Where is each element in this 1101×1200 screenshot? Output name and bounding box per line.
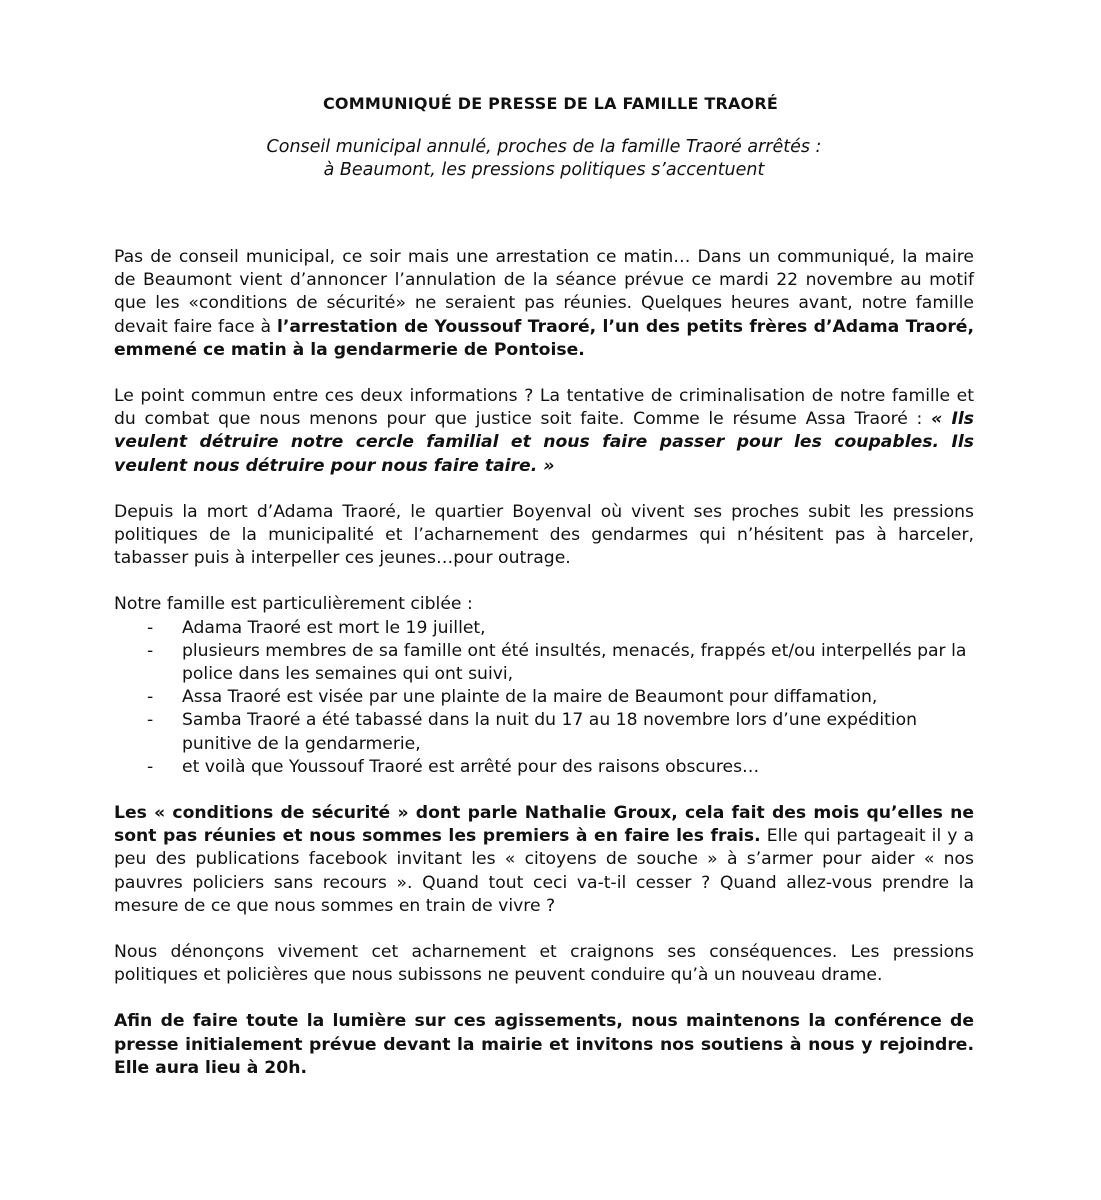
paragraph-arrest-bold: l’arrestation de Youssouf Traoré, l’un des petits frères d’Adama Traoré, emmené ce matin à la gendarmerie de Pontoise. bbox=[114, 316, 974, 360]
subtitle-line-2: à Beaumont, les pressions politiques s’accentuent bbox=[323, 160, 765, 180]
dash-bullet: - bbox=[147, 710, 154, 731]
dash-bullet: - bbox=[147, 640, 154, 661]
document-subtitle bbox=[0, 136, 1088, 182]
dash-bullet: - bbox=[147, 617, 154, 638]
list-item-text: Samba Traoré a été tabassé dans la nuit du 17 au 18 novembre lors d’une expédition punitive de la gendarmerie, bbox=[182, 710, 918, 754]
document-body bbox=[114, 246, 974, 1103]
paragraph-arrest-text: Pas de conseil municipal, ce soir mais une arrestation ce matin… Dans un communiqué, la maire de Beaumont vient d’annoncer l’annulation de la séance prévue ce mardi 22 novembre au motif que les «conditions de sécurité» ne seraient pas réunies. Quelques heures avant, notre famille devait faire face à bbox=[114, 247, 974, 337]
paragraph-arrest bbox=[114, 246, 974, 362]
paragraph-security-conditions-bold: Les « conditions de sécurité » dont parle Nathalie Groux, cela fait des mois qu’elles ne sont pas réunies et nous sommes les premiers à en faire les frais. bbox=[114, 803, 974, 847]
paragraph-criminalisation bbox=[114, 385, 974, 478]
list-item bbox=[114, 640, 974, 686]
list-item bbox=[114, 756, 974, 779]
paragraph-security-conditions bbox=[114, 802, 974, 918]
paragraph-criminalisation-text: Le point commun entre ces deux informations ? La tentative de criminalisation de notre famille et du combat que nous menons pour que justice soit faite. Comme le résume Assa Traoré : bbox=[114, 386, 974, 430]
paragraph-security-conditions-text: Elle qui partageait il y a peu des publications facebook invitant les « citoyens de souche » à s’armer pour aider « nos pauvres policiers sans recours ». Quand tout ceci va-t-il cesser ? Quand allez-vous prendre la mesure de ce que nous sommes en train de vivre ? bbox=[114, 826, 974, 916]
paragraph-denunciation: Nous dénonçons vivement cet acharnement et craignons ses conséquences. Les pressions politiques et policières que nous subissons ne peuvent conduire qu’à un nouveau drame. bbox=[114, 942, 974, 986]
list-item-text: Assa Traoré est visée par une plainte de la maire de Beaumont pour diffamation, bbox=[182, 687, 878, 708]
list-item-text: plusieurs membres de sa famille ont été insultés, menacés, frappés et/ou interpellés par la police dans les semaines qui ont suivi, bbox=[182, 640, 967, 685]
list-item bbox=[114, 617, 974, 640]
dash-bullet: - bbox=[147, 687, 154, 708]
list-item bbox=[114, 709, 974, 755]
list-item bbox=[114, 686, 974, 709]
targeted-family-list bbox=[114, 617, 974, 779]
paragraph-boyenval: Depuis la mort d’Adama Traoré, le quartier Boyenval où vivent ses proches subit les pressions politiques de la municipalité et l’acharnement des gendarmes qui n’hésitent pas à harceler, tabasser puis à interpeller ces jeunes…pour outrage. bbox=[114, 501, 974, 569]
paragraph-press-conference: Afin de faire toute la lumière sur ces agissements, nous maintenons la conférence de presse initialement prévue devant la mairie et invitons nos soutiens à nous y rejoindre. Elle aura lieu à 20h. bbox=[114, 1011, 974, 1078]
list-intro: Notre famille est particulièrement ciblée : bbox=[114, 594, 473, 615]
assa-traore-quote: « Ils veulent détruire notre cercle familial et nous faire passer pour les coupables. Ils veulent nous détruire pour nous faire taire. » bbox=[114, 409, 974, 476]
list-item-text: Adama Traoré est mort le 19 juillet, bbox=[182, 617, 486, 638]
list-item-text: et voilà que Youssouf Traoré est arrêté pour des raisons obscures… bbox=[182, 756, 760, 777]
dash-bullet: - bbox=[147, 756, 154, 777]
subtitle-line-1: Conseil municipal annulé, proches de la famille Traoré arrêtés : bbox=[266, 137, 822, 157]
document-title: COMMUNIQUÉ DE PRESSE DE LA FAMILLE TRAORÉ bbox=[322, 94, 779, 113]
